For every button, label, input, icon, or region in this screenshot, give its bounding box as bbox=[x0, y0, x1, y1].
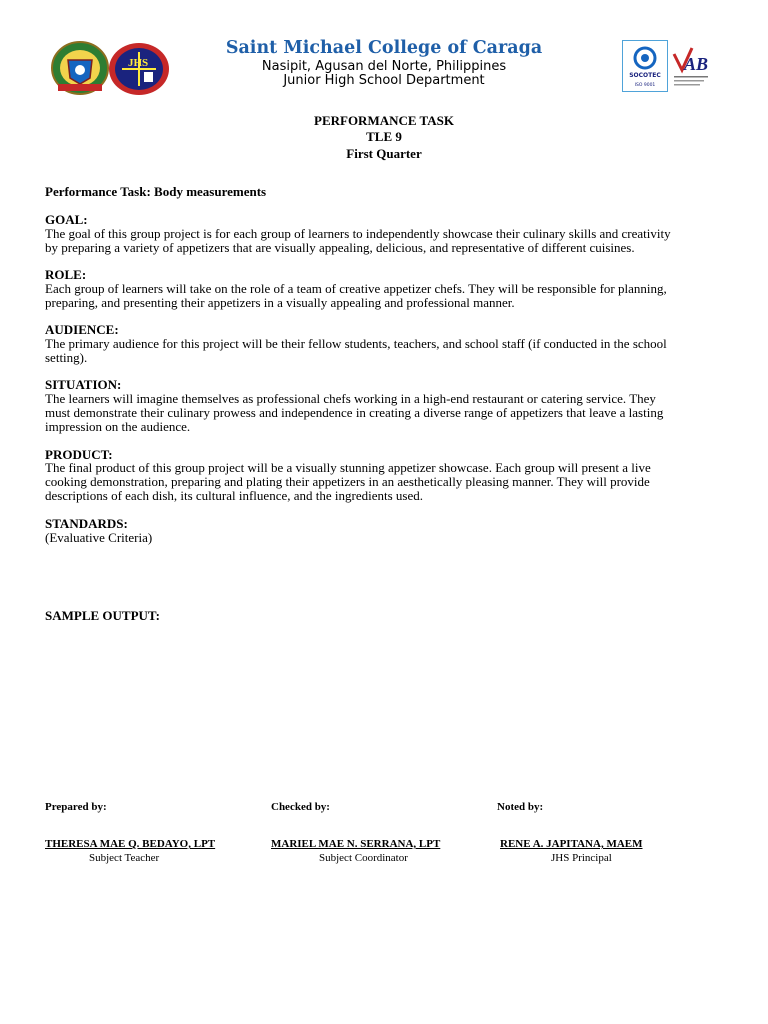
text-line: The primary audience for this project will be their fellow students, teachers, and school staff (if conducted in the school bbox=[45, 336, 667, 351]
checked-by-name: MARIEL MAE N. SERRANA, LPT bbox=[271, 838, 441, 850]
noted-by-role: JHS Principal bbox=[551, 852, 612, 864]
jhs-logo-text: JHS bbox=[128, 57, 149, 69]
document-title: PERFORMANCE TASK bbox=[314, 113, 454, 128]
task-label: Performance Task: Body measurements bbox=[45, 184, 267, 199]
prepared-by-name: THERESA MAE Q. BEDAYO, LPT bbox=[45, 838, 216, 850]
role-heading: ROLE: bbox=[45, 267, 87, 282]
text-line: The learners will imagine themselves as professional chefs working in a high-end restaurant or catering service. They bbox=[45, 391, 656, 406]
standards-text bbox=[45, 531, 717, 545]
text-line: must demonstrate their culinary prowess and independence in creating a diverse range of appetizers that leave a lasting bbox=[45, 405, 664, 420]
school-address: Nasipit, Agusan del Norte, Philippines bbox=[261, 59, 507, 74]
product-text bbox=[45, 461, 717, 503]
accreditation-logo-text: AB bbox=[684, 54, 709, 74]
prepared-by-label: Prepared by: bbox=[45, 801, 107, 813]
text-line: The goal of this group project is for each group of learners to independently showcase their culinary skills and creativity bbox=[45, 226, 671, 241]
audience-heading: AUDIENCE: bbox=[45, 322, 119, 337]
situation-heading: SITUATION: bbox=[45, 377, 122, 392]
socotec-certification-logo bbox=[622, 40, 668, 92]
iso-logo-text: ISO 9001 bbox=[634, 83, 656, 88]
subject-title: TLE 9 bbox=[366, 129, 402, 144]
text-line: The final product of this group project will be a visually stunning appetizer showcase. Each group will present a live bbox=[45, 460, 651, 475]
text-line: preparing, and presenting their appetizers in a visually appealing and professional manner. bbox=[45, 295, 515, 310]
noted-by-label: Noted by: bbox=[497, 801, 544, 813]
role-text bbox=[45, 282, 717, 310]
quarter-title: First Quarter bbox=[346, 146, 422, 161]
accreditation-logo bbox=[668, 40, 714, 92]
jhs-logo bbox=[108, 42, 170, 96]
text-line: descriptions of each dish, its cultural influence, and the ingredients used. bbox=[45, 488, 423, 503]
school-name: Saint Michael College of Caraga bbox=[225, 38, 543, 58]
sample-output-heading: SAMPLE OUTPUT: bbox=[45, 608, 160, 623]
text-line: setting). bbox=[45, 350, 88, 365]
department-name: Junior High School Department bbox=[283, 73, 485, 88]
text-line: impression on the audience. bbox=[45, 419, 191, 434]
checked-by-role: Subject Coordinator bbox=[319, 852, 408, 864]
goal-text bbox=[45, 227, 717, 255]
text-line: Each group of learners will take on the role of a team of creative appetizer chefs. They will be responsible for planning, bbox=[45, 281, 667, 296]
college-seal-logo bbox=[50, 40, 110, 96]
standards-heading: STANDARDS: bbox=[45, 516, 128, 531]
prepared-by-role: Subject Teacher bbox=[89, 852, 160, 864]
text-line: by preparing a variety of appetizers that are visually appealing, delicious, and representative of different cuisines. bbox=[45, 240, 635, 255]
checked-by-label: Checked by: bbox=[271, 801, 330, 813]
product-heading: PRODUCT: bbox=[45, 447, 113, 462]
audience-text bbox=[45, 337, 717, 365]
socotec-logo-text: SOCOTEC bbox=[629, 72, 661, 79]
situation-text bbox=[45, 392, 717, 434]
noted-by-name: RENE A. JAPITANA, MAEM bbox=[500, 838, 643, 850]
goal-heading: GOAL: bbox=[45, 212, 88, 227]
text-line: cooking demonstration, preparing and plating their appetizers in an aesthetically pleasing manner. They will provide bbox=[45, 474, 650, 489]
text-line: (Evaluative Criteria) bbox=[45, 530, 153, 545]
